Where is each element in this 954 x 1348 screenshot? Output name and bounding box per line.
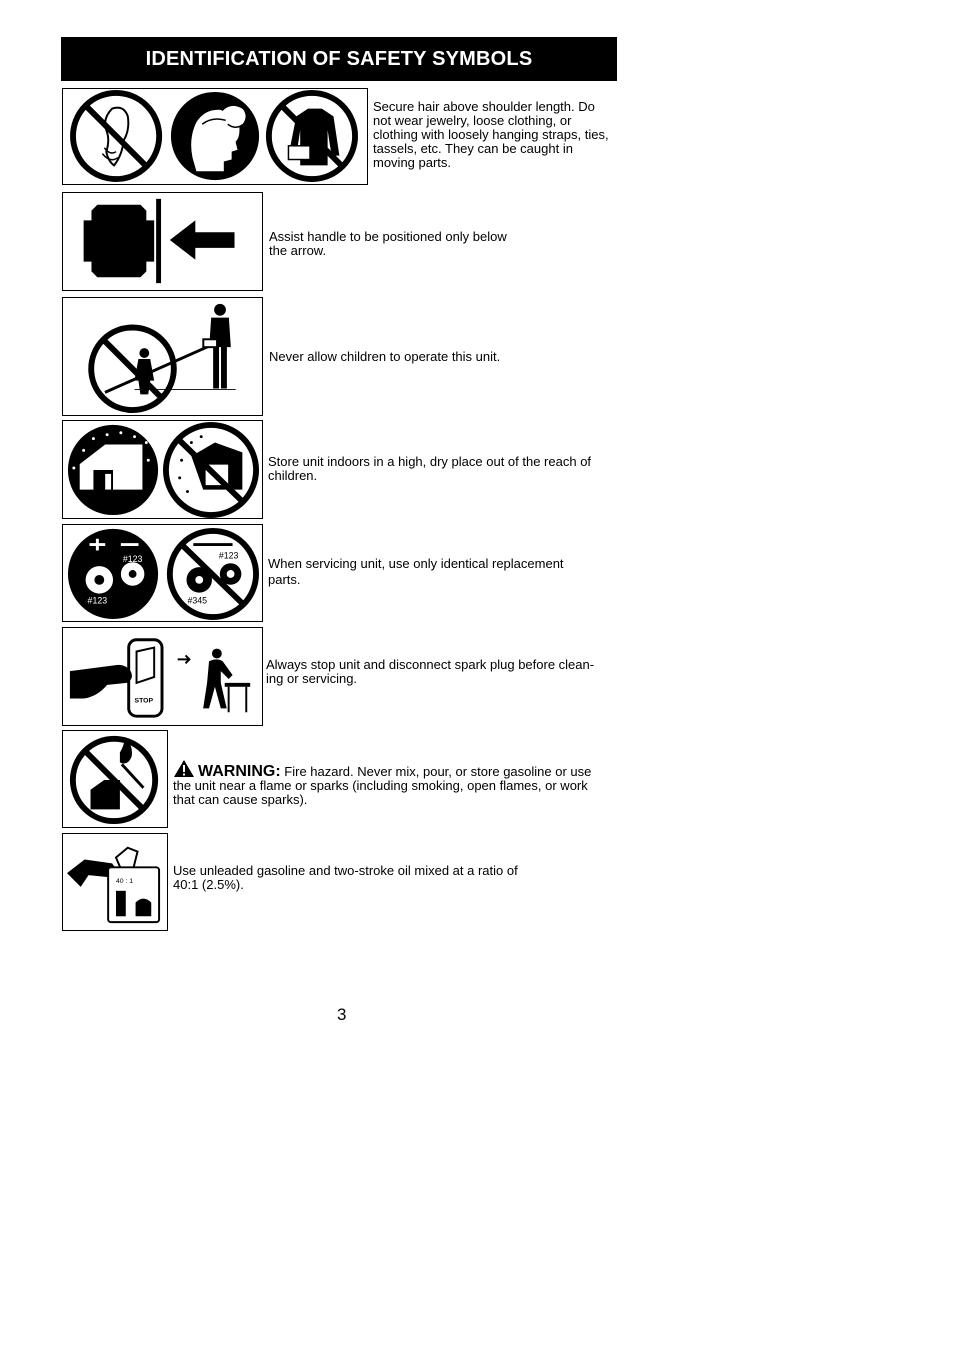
identical-parts-icon [62, 524, 263, 622]
fuel-mix-icon [62, 833, 168, 931]
symbol-description: Always stop unit and disconnect spark plug before clean-ing or servicing. [266, 657, 595, 686]
part-label: #123 [218, 550, 239, 561]
symbol-description: Fire hazard. Never mix, pour, or store gasoline or use the unit near a flame or sparks (including smoking, open flames, or work that can cause sparks). [173, 764, 592, 807]
symbol-description: Store unit indoors in a high, dry place out of the reach of children. [268, 454, 592, 483]
ratio-label: 40 : 1 [115, 877, 134, 885]
symbol-description: Use unleaded gasoline and two-stroke oil mixed at a ratio of 40:1 (2.5%). [173, 863, 518, 892]
page-number: 3 [337, 1005, 347, 1024]
symbol-description: Never allow children to operate this unit. [269, 349, 501, 364]
symbol-description: Secure hair above shoulder length. Do not wear jewelry, loose clothing, or clothing with loosely hanging straps, ties, tassels, etc. They can be caught in moving parts. [373, 99, 609, 170]
warning-text [173, 759, 613, 807]
part-label: #345 [187, 595, 208, 606]
symbol-description: Assist handle to be positioned only below the arrow. [269, 229, 507, 258]
assist-handle-arrow-icon [62, 192, 263, 291]
page-title: IDENTIFICATION OF SAFETY SYMBOLS [61, 37, 617, 81]
stop-unit-icon [62, 627, 263, 726]
stop-label: STOP [134, 697, 154, 705]
no-loose-clothing-icon [62, 88, 368, 185]
no-children-icon [62, 297, 263, 416]
warning-label: WARNING: [198, 763, 281, 780]
fire-hazard-icon [62, 730, 168, 828]
part-label: #123 [87, 595, 108, 606]
symbol-description: When servicing unit, use only identical replacement parts. [268, 556, 564, 587]
warning-triangle-icon [173, 759, 195, 778]
part-label: #123 [122, 554, 143, 565]
store-indoors-icon [62, 420, 263, 519]
